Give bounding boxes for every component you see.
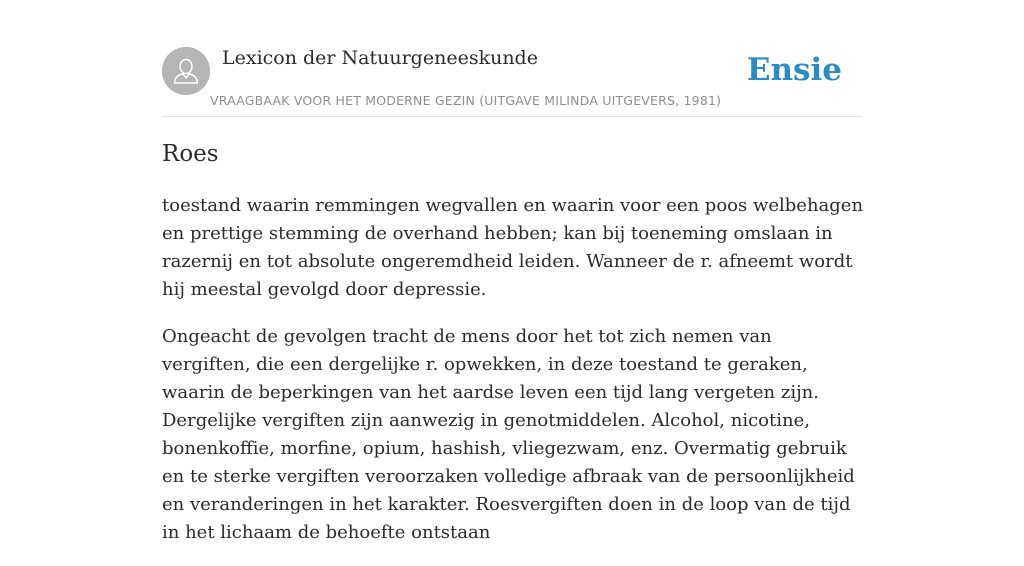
source-title[interactable]: Lexicon der Natuurgeneeskunde <box>222 47 538 69</box>
source-header <box>162 46 862 117</box>
entry-title: Roes <box>162 141 219 167</box>
entry-body <box>162 192 866 566</box>
entry-paragraph: toestand waarin remmingen wegvallen en waarin voor een poos welbehagen en prettige stemming de overhand hebben; kan bij toeneming omslaan in razernij en tot absolute ongeremdheid leiden. Wanneer de r. afneemt wordt hij meestal gevolgd door depressie. <box>162 195 864 300</box>
entry-paragraph: Ongeacht de gevolgen tracht de mens door het tot zich nemen van vergiften, die een dergelijke r. opwekken, in deze toestand te geraken, waarin de beperkingen van het aardse leven een tijd lang vergeten zijn. Dergelijke vergiften zijn aanwezig in genotmiddelen. Alcohol, nicotine, bonenkoffie, morfine, opium, hashish, vliegezwam, enz. Overmatig gebruik en te sterke vergiften veroorzaken volledige afbraak van de persoonlijkheid en veranderingen in het karakter. Roesvergiften doen in de loop van de tijd in het lichaam de behoefte ontstaan <box>162 326 855 543</box>
user-placeholder-icon-graphic <box>162 47 210 95</box>
source-subtitle: VRAAGBAAK VOOR HET MODERNE GEZIN (UITGAVE MILINDA UITGEVERS, 1981) <box>210 93 722 108</box>
user-placeholder-icon[interactable] <box>162 47 210 95</box>
ensie-logo[interactable]: Ensie <box>746 52 842 88</box>
